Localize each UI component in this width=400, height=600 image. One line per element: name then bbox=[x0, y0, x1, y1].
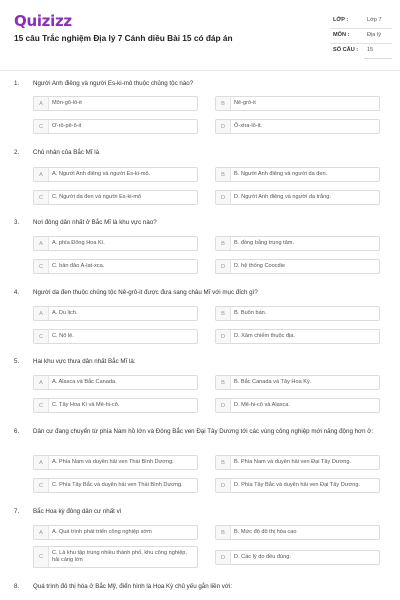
option-letter: C bbox=[34, 479, 49, 492]
option-text: C. Nô lệ. bbox=[52, 332, 74, 339]
option-letter: D bbox=[216, 479, 231, 492]
quizizz-logo: Quizizz bbox=[14, 12, 72, 30]
option-a[interactable] bbox=[33, 375, 198, 390]
option-letter: A bbox=[34, 526, 49, 539]
question-number: 3. bbox=[14, 219, 20, 226]
question-number: 8. bbox=[14, 583, 20, 590]
option-text: A. Du lịch. bbox=[52, 309, 78, 316]
question-number: 2. bbox=[14, 149, 20, 156]
option-letter: D bbox=[216, 330, 231, 343]
question-text: Bắc Hoa kỳ đông dân cư nhất vì bbox=[33, 508, 122, 515]
option-text: Ô-xtra-lô-it. bbox=[234, 122, 262, 129]
header-divider bbox=[0, 70, 400, 71]
option-c[interactable] bbox=[33, 190, 198, 205]
option-letter: A bbox=[34, 307, 49, 320]
option-b[interactable] bbox=[215, 167, 380, 182]
option-text: B. Phía Nam và duyên hải ven Đại Tây Dương. bbox=[234, 458, 352, 465]
option-letter: C bbox=[34, 547, 49, 567]
option-text: B. Bắc Canada và Tây Hoa Kỳ. bbox=[234, 378, 312, 385]
option-d[interactable] bbox=[215, 550, 380, 565]
option-text: C. Người da đen và người Es-ki-mô bbox=[52, 193, 142, 200]
question-count-label: SỐ CÂU : bbox=[333, 47, 359, 53]
question-text: Chủ nhân của Bắc Mĩ là bbox=[33, 149, 100, 156]
option-letter: C bbox=[34, 120, 49, 133]
option-letter: A bbox=[34, 376, 49, 389]
option-text: B. Mức độ đô thị hóa cao bbox=[234, 528, 297, 535]
option-text: A. Alaxca và Bắc Canada. bbox=[52, 378, 117, 385]
meta-divider bbox=[330, 28, 392, 29]
option-c[interactable] bbox=[33, 259, 198, 274]
subject-label: MÔN : bbox=[333, 32, 350, 38]
option-b[interactable] bbox=[215, 96, 380, 111]
option-d[interactable] bbox=[215, 398, 380, 413]
question-text: Hai khu vực thưa dân nhất Bắc Mĩ là: bbox=[33, 358, 136, 365]
option-a[interactable] bbox=[33, 525, 198, 540]
option-letter: C bbox=[34, 260, 49, 273]
option-d[interactable] bbox=[215, 478, 380, 493]
option-c[interactable] bbox=[33, 119, 198, 134]
option-text: C. Phía Tây Bắc và duyên hải ven Thái Bình Dương. bbox=[52, 481, 183, 488]
question-text: Nơi đông dân nhất ở Bắc Mĩ là khu vực nào? bbox=[33, 219, 157, 226]
option-text: A. phía Đông Hoa Kì. bbox=[52, 239, 105, 246]
option-letter: D bbox=[216, 260, 231, 273]
meta-divider bbox=[364, 58, 392, 59]
option-b[interactable] bbox=[215, 306, 380, 321]
option-letter: B bbox=[216, 307, 231, 320]
option-letter: A bbox=[34, 237, 49, 250]
worksheet-title: 15 câu Trắc nghiệm Địa lý 7 Cánh diều Bài 15 có đáp án bbox=[14, 33, 233, 43]
option-c[interactable] bbox=[33, 329, 198, 344]
option-letter: A bbox=[34, 97, 49, 110]
option-text: B. Buôn bán. bbox=[234, 309, 267, 316]
option-letter: B bbox=[216, 237, 231, 250]
option-letter: C bbox=[34, 191, 49, 204]
option-letter: B bbox=[216, 456, 231, 469]
option-text: A. Người Anh điêng và người Es-ki-mô. bbox=[52, 170, 151, 177]
option-b[interactable] bbox=[215, 455, 380, 470]
option-letter: C bbox=[34, 399, 49, 412]
option-c[interactable] bbox=[33, 398, 198, 413]
option-text: Nê-grô-it bbox=[234, 99, 256, 106]
option-c[interactable] bbox=[33, 546, 198, 568]
option-letter: B bbox=[216, 97, 231, 110]
option-text: A. Phía Nam và duyên hải ven Thái Bình Dương. bbox=[52, 458, 174, 465]
question-number: 1. bbox=[14, 80, 20, 87]
worksheet-header bbox=[0, 0, 400, 70]
option-letter: B bbox=[216, 526, 231, 539]
option-text: C. Là khu tập trung nhiều thành phố, khu công nghiệp, hải cảng lớn bbox=[52, 549, 187, 563]
option-letter: D bbox=[216, 399, 231, 412]
option-letter: D bbox=[216, 120, 231, 133]
question-text: Quá trình đô thị hóa ở Bắc Mỹ, điển hình là Hoa Kỳ chủ yếu gắn liền với: bbox=[33, 583, 233, 590]
meta-divider bbox=[330, 43, 392, 44]
option-text: D. Các lý do đều đúng. bbox=[234, 553, 291, 560]
question-text: Dân cư đang chuyển từ phía Nam hồ lớn và Đông Bắc ven Đại Tây Dương tới các vùng công nghiệp mới năng động hơn ở: bbox=[33, 428, 374, 435]
option-text: D. Người Anh điêng và người da trắng. bbox=[234, 193, 331, 200]
option-text: C. Tây Hoa Kì và Mê-hi-cô. bbox=[52, 401, 120, 408]
question-text: Người da đen thuộc chủng tộc Nê-grô-it được đưa sang châu Mĩ với mục đích gì? bbox=[33, 289, 258, 296]
option-letter: A bbox=[34, 168, 49, 181]
option-text: C. bán đảo A-lat-xca. bbox=[52, 262, 105, 269]
option-a[interactable] bbox=[33, 455, 198, 470]
option-letter: C bbox=[34, 330, 49, 343]
option-text: D. Phía Tây Bắc và duyên hải ven Đại Tây Dương. bbox=[234, 481, 360, 488]
option-text: A. Quá trình phát triển công nghiệp sớm bbox=[52, 528, 152, 535]
option-text: Ơ-rô-pê-ô-it bbox=[52, 122, 82, 129]
grade-value: Lớp 7 bbox=[367, 17, 382, 23]
option-d[interactable] bbox=[215, 190, 380, 205]
grade-label: LỚP : bbox=[333, 17, 349, 23]
option-a[interactable] bbox=[33, 167, 198, 182]
option-text: D. Xâm chiếm thuộc địa. bbox=[234, 332, 295, 339]
option-c[interactable] bbox=[33, 478, 198, 493]
option-d[interactable] bbox=[215, 119, 380, 134]
option-b[interactable] bbox=[215, 525, 380, 540]
option-letter: B bbox=[216, 168, 231, 181]
question-number: 7. bbox=[14, 508, 20, 515]
option-letter: D bbox=[216, 191, 231, 204]
subject-value: Địa lý bbox=[367, 32, 381, 38]
option-letter: B bbox=[216, 376, 231, 389]
option-a[interactable] bbox=[33, 306, 198, 321]
option-d[interactable] bbox=[215, 329, 380, 344]
question-count-value: 15 bbox=[367, 47, 374, 53]
question-number: 6. bbox=[14, 428, 20, 435]
option-a[interactable] bbox=[33, 236, 198, 251]
question-number: 5. bbox=[14, 358, 20, 365]
option-a[interactable] bbox=[33, 96, 198, 111]
question-text: Người Anh điêng và người Es-ki-mô thuộc chủng tộc nào? bbox=[33, 80, 194, 87]
option-b[interactable] bbox=[215, 236, 380, 251]
option-letter: A bbox=[34, 456, 49, 469]
option-text: D. hệ thống Coocdie bbox=[234, 262, 285, 269]
option-text: Môn-gô-lô-it bbox=[52, 99, 82, 106]
option-text: B. đồng bằng trung tâm. bbox=[234, 239, 295, 246]
option-letter: D bbox=[216, 551, 231, 564]
option-d[interactable] bbox=[215, 259, 380, 274]
question-number: 4. bbox=[14, 289, 20, 296]
option-text: D. Mê-hi-cô và Alaxca. bbox=[234, 401, 290, 408]
option-text: B. Người Anh điêng và người da đen. bbox=[234, 170, 328, 177]
option-b[interactable] bbox=[215, 375, 380, 390]
